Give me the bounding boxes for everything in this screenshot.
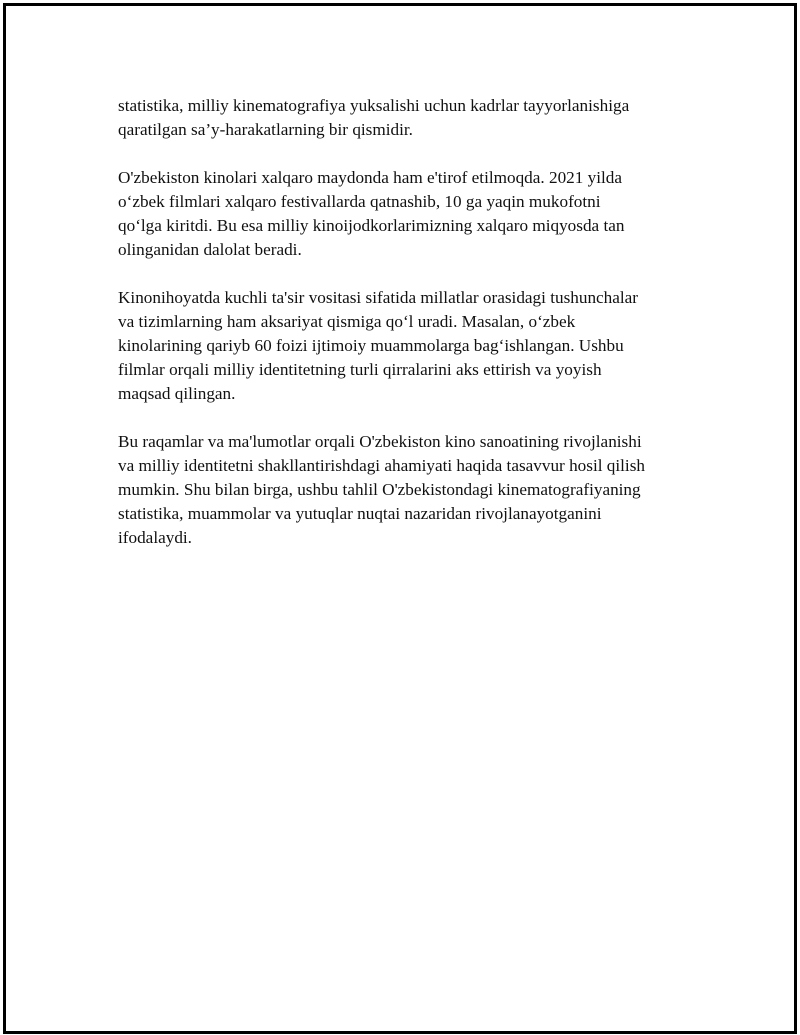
text-line: qaratilgan sa’y-harakatlarning bir qismidir. [118, 120, 413, 139]
text-line: Bu raqamlar va ma'lumotlar orqali O'zbekiston kino sanoatining rivojlanishi [118, 432, 642, 451]
text-line: statistika, muammolar va yutuqlar nuqtai nazaridan rivojlanayotganini [118, 504, 602, 523]
text-line: maqsad qilingan. [118, 384, 236, 403]
text-line: olinganidan dalolat beradi. [118, 240, 302, 259]
text-line: Kinonihoyatda kuchli ta'sir vositasi sifatida millatlar orasidagi tushunchalar [118, 288, 639, 307]
text-line: ifodalaydi. [118, 528, 192, 547]
text-line: statistika, milliy kinematografiya yuksalishi uchun kadrlar tayyorlanishiga [118, 96, 630, 115]
text-line: mumkin. Shu bilan birga, ushbu tahlil O'zbekistondagi kinematografiyaning [118, 480, 641, 499]
text-line: va tizimlarning ham aksariyat qismiga qo‘l uradi. Masalan, o‘zbek [118, 312, 576, 331]
text-line: o‘zbek filmlari xalqaro festivallarda qatnashib, 10 ga yaqin mukofotni [118, 192, 601, 211]
text-line: O'zbekiston kinolari xalqaro maydonda ham e'tirof etilmoqda. 2021 yilda [118, 168, 623, 187]
text-line: kinolarining qariyb 60 foizi ijtimoiy muammolarga bag‘ishlangan. Ushbu [118, 336, 624, 355]
text-line: filmlar orqali milliy identitetning turli qirralarini aks ettirish va yoyish [118, 360, 602, 379]
text-line: qo‘lga kiritdi. Bu esa milliy kinoijodkorlarimizning xalqaro miqyosda tan [118, 216, 625, 235]
paragraph-3 [118, 286, 698, 406]
paragraph-2 [118, 166, 698, 262]
text-line: va milliy identitetni shakllantirishdagi ahamiyati haqida tasavvur hosil qilish [118, 456, 645, 475]
paragraph-1 [118, 94, 698, 142]
paragraph-4 [118, 430, 698, 550]
document-body [118, 94, 698, 574]
